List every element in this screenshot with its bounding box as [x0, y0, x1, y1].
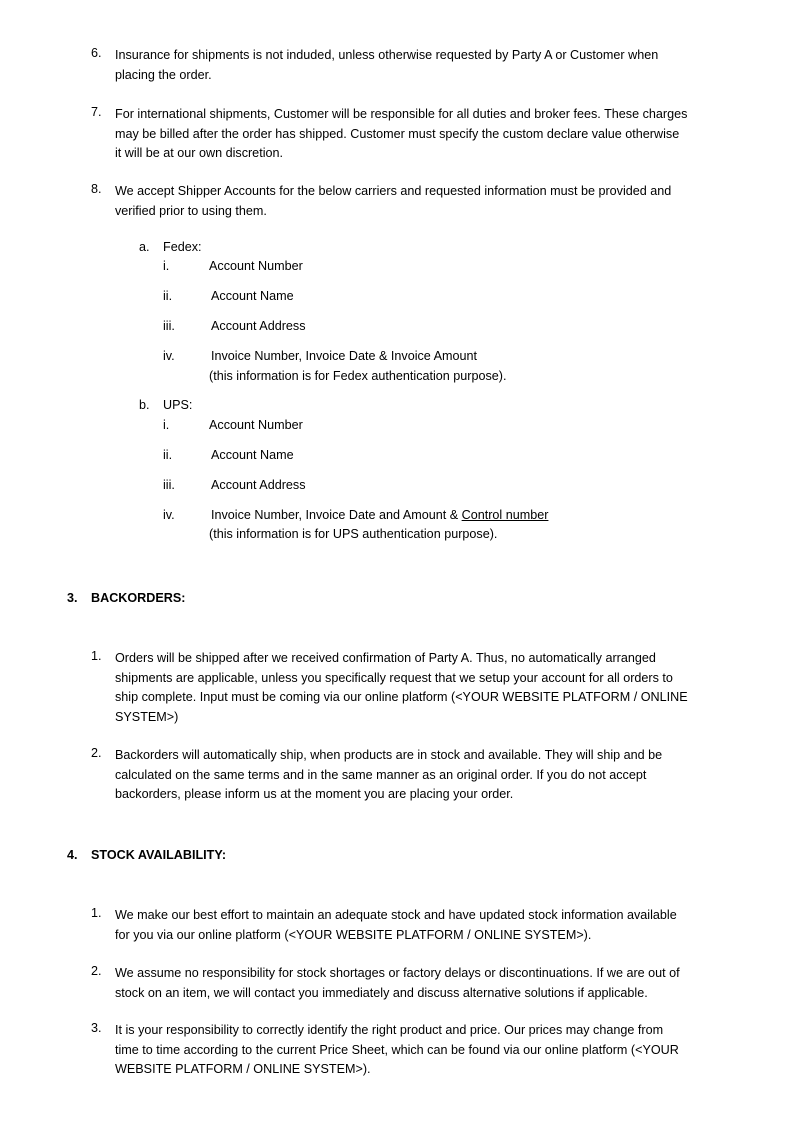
paragraph-line: backorders, please inform us at the moment you are placing your order.: [115, 787, 514, 801]
section-number: 3.: [67, 591, 78, 605]
list-number: 6.: [91, 46, 102, 60]
paragraph-line: WEBSITE PLATFORM / ONLINE SYSTEM>).: [115, 1062, 371, 1076]
paragraph-line: for you via our online platform (<YOUR WEBSITE PLATFORM / ONLINE SYSTEM>).: [115, 927, 592, 942]
paragraph-line: Backorders will automatically ship, when products are in stock and available. They will ship and be: [115, 748, 663, 762]
roman-number: iv.: [163, 508, 175, 522]
paragraph-line: it will be at our own discretion.: [115, 146, 283, 160]
carrier-name: UPS:: [163, 398, 193, 412]
list-number: 8.: [91, 182, 102, 196]
control-number-underlined: Control number: [461, 508, 549, 522]
list-number: 3.: [91, 1021, 102, 1035]
paragraph-line: Orders will be shipped after we received confirmation of Party A. Thus, no automatically arranged: [115, 651, 656, 665]
paragraph-line: stock on an item, we will contact you immediately and discuss alternative solutions if applicable.: [115, 985, 648, 1000]
roman-number: iv.: [163, 349, 175, 363]
list-number: 7.: [91, 105, 102, 119]
note-text: (this information is for Fedex authentication purpose).: [209, 369, 507, 383]
paragraph-line: SYSTEM>): [115, 709, 179, 724]
sub-item-text: Account Name: [211, 448, 294, 462]
sub-item-text: Invoice Number, Invoice Date & Invoice Amount: [211, 349, 478, 363]
roman-number: ii.: [163, 448, 173, 462]
paragraph-line: We accept Shipper Accounts for the below carriers and requested information must be provided and: [115, 184, 672, 198]
carrier-name: Fedex:: [163, 240, 202, 254]
carrier-letter: a.: [139, 240, 150, 254]
section-number: 4.: [67, 848, 78, 862]
paragraph-line: may be billed after the order has shipped. Customer must specify the custom declare value otherwise: [115, 126, 680, 141]
carrier-letter: b.: [139, 398, 150, 412]
paragraph-line: For international shipments, Customer will be responsible for all duties and broker fees. These charges: [115, 107, 688, 121]
section-title: BACKORDERS:: [91, 591, 186, 605]
roman-number: iii.: [163, 478, 175, 492]
paragraph-line: We assume no responsibility for stock shortages or factory delays or discontinuations. If we are out of: [115, 966, 680, 980]
sub-item-text-main: Invoice Number, Invoice Date and Amount &: [211, 508, 462, 522]
list-number: 1.: [91, 906, 102, 920]
list-number: 2.: [91, 964, 102, 978]
list-number: 1.: [91, 649, 102, 663]
sub-item-text: [211, 508, 548, 522]
sub-item-text: Account Address: [211, 319, 306, 333]
paragraph-line: verified prior to using them.: [115, 203, 267, 218]
roman-number: i.: [163, 418, 170, 432]
paragraph-line: We make our best effort to maintain an adequate stock and have updated stock information available: [115, 908, 677, 922]
paragraph-line: It is your responsibility to correctly identify the right product and price. Our prices may change from: [115, 1023, 664, 1037]
paragraph-line: time to time according to the current Price Sheet, which can be found via our online platform (<YOUR: [115, 1042, 679, 1057]
roman-number: ii.: [163, 289, 173, 303]
section-title: STOCK AVAILABILITY:: [91, 848, 227, 862]
sub-item-text: Account Name: [211, 289, 294, 303]
roman-number: i.: [163, 259, 170, 273]
roman-number: iii.: [163, 319, 175, 333]
paragraph-line: Insurance for shipments is not induded, unless otherwise requested by Party A or Customer when: [115, 48, 659, 62]
list-number: 2.: [91, 746, 102, 760]
paragraph-line: calculated on the same terms and in the same manner as an original order. If you do not accept: [115, 767, 647, 782]
sub-item-text: Account Number: [209, 418, 303, 432]
paragraph-line: ship complete. Input must be coming via our online platform (<YOUR WEBSITE PLATFORM / ONLINE: [115, 690, 688, 704]
paragraph-line: placing the order.: [115, 67, 212, 82]
sub-item-text: Account Number: [209, 259, 303, 273]
paragraph-line: shipments are applicable, unless you specifically request that we setup your account for all orders to: [115, 670, 673, 685]
sub-item-text: Account Address: [211, 478, 306, 492]
note-text: (this information is for UPS authentication purpose).: [209, 527, 498, 541]
